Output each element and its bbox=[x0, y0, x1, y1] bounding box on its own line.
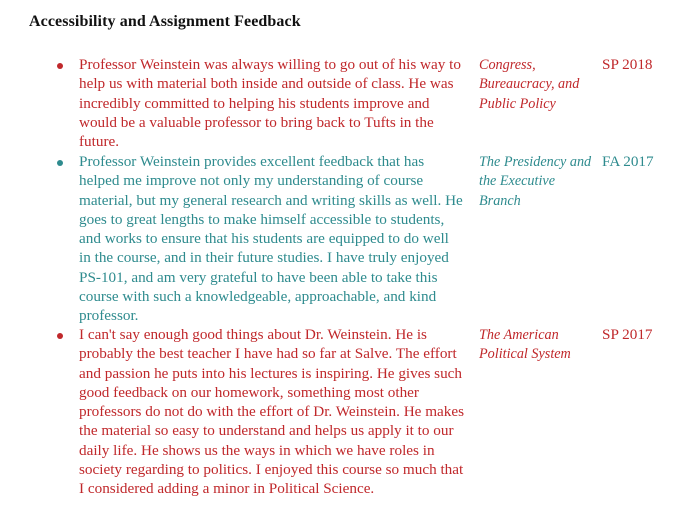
bullet-icon bbox=[57, 160, 63, 166]
feedback-text: I can't say enough good things about Dr. Weinstein. He is probably the best teacher I have had so far at Salve. The effort and passion he puts into his lectures is inspiring. He gives such good feedback on our homework, something most other professors do not do with the effort of Dr. Weinstein. He makes the material so easy to understand and helps us apply it to our daily life. He shows us the ways in which we have roles in society regarding to politics. I enjoyed this course so much that I considered adding a minor in Political Science. bbox=[79, 326, 465, 498]
course-name: Congress, Bureaucracy, and Public Policy bbox=[479, 57, 580, 112]
term-label: SP 2018 bbox=[602, 56, 653, 73]
course-name: The American Political System bbox=[479, 327, 571, 363]
term-label: SP 2017 bbox=[602, 326, 653, 343]
course-name: The Presidency and the Executive Branch bbox=[479, 154, 592, 209]
term-label: FA 2017 bbox=[602, 153, 654, 170]
feedback-text: Professor Weinstein provides excellent feedback that has helped me improve not only my understanding of course material, but my general research and writing skills as well. He goes to great lengths to make himself accessible to students, and works to ensure that his students are equipped to do well in the course, and in their future studies. I have truly enjoyed PS-101, and am very grateful to have been able to take this course with such a knowledgeable, approachable, and kind professor. bbox=[79, 153, 463, 325]
feedback-text: Professor Weinstein was always willing to go out of his way to help us with material both inside and outside of class. He was incredibly committed to helping his students improve and would be a valuable professor to bring back to Tufts in the future. bbox=[79, 56, 461, 151]
section-heading: Accessibility and Assignment Feedback bbox=[29, 13, 301, 30]
bullet-icon bbox=[57, 333, 63, 339]
bullet-icon bbox=[57, 63, 63, 69]
